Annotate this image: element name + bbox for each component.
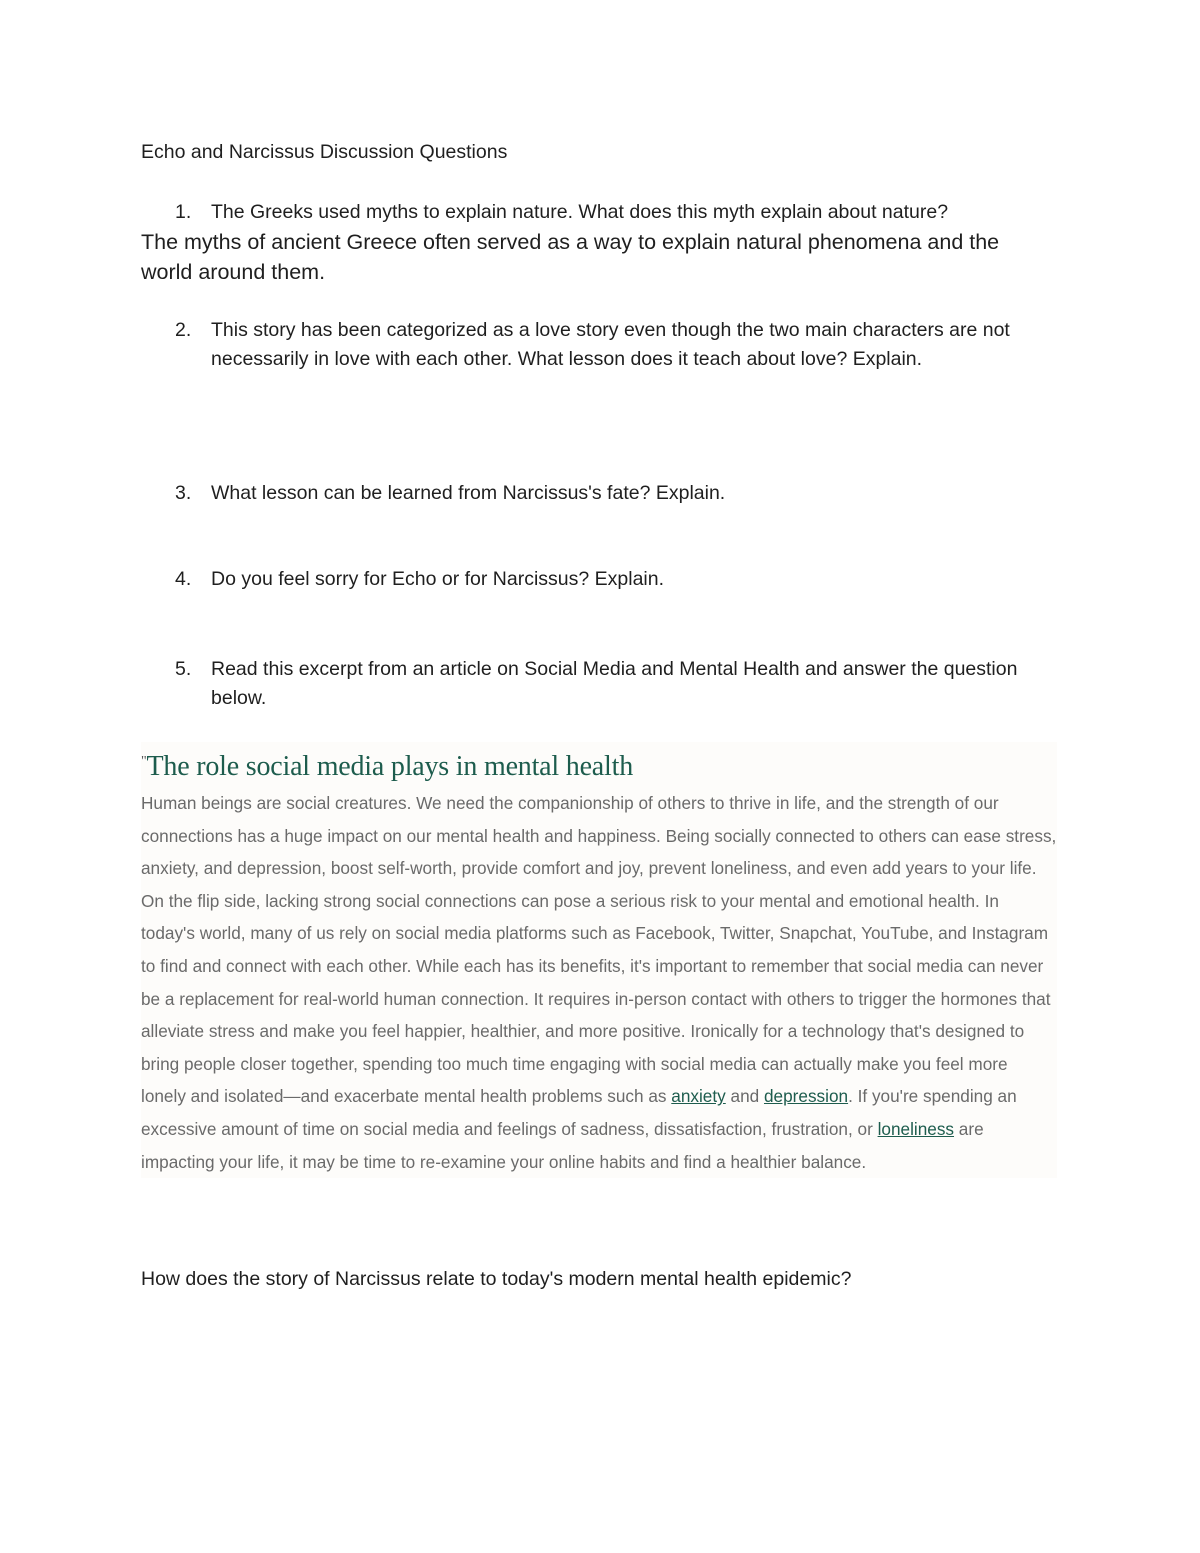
excerpt-text-part-1: Human beings are social creatures. We need the companionship of others to thrive in life, and the strength of our connections has a huge impact on our mental health and happiness. Being socially connected to others can ease stress, anxiety, and depression, boost self-worth, provide comfort and joy, prevent loneliness, and even add years to your life. On the flip side, lacking strong social connections can pose a serious risk to your mental and emotional health. In today's world, many of us rely on social media platforms such as Facebook, Twitter, Snapchat, YouTube, and Instagram to find and connect with each other. While each has its benefits, it's important to remember that social media can never be a replacement for real-world human connection. It requires in-person contact with others to trigger the hormones that alleviate stress and make you feel happier, healthier, and more positive. Ironically for a technology that's designed to bring people closer together, spending too much time engaging with social media can actually make you feel more lonely and isolated—and exacerbate mental health problems such as: [141, 793, 1057, 1107]
question-3: [175, 479, 1035, 508]
question-text: What lesson can be learned from Narcissus's fate? Explain.: [211, 482, 726, 504]
excerpt-text-part-2: and: [725, 1086, 764, 1107]
question-number: 5.: [175, 658, 192, 680]
question-4: [175, 565, 1035, 594]
final-question: How does the story of Narcissus relate to today's modern mental health epidemic?: [141, 1268, 852, 1290]
anxiety-link[interactable]: anxiety: [671, 1086, 726, 1107]
depression-link[interactable]: depression: [763, 1086, 849, 1107]
question-number: 1.: [175, 201, 192, 223]
answer-1: The myths of ancient Greece often served as a way to explain natural phenomena and the world around them.: [141, 230, 1000, 284]
excerpt-text-part-4: are impacting your life, it may be time to re-examine your online habits and find a healthier balance.: [141, 1118, 984, 1172]
open-quote-mark: ": [141, 754, 147, 769]
question-text: The Greeks used myths to explain nature. What does this myth explain about nature?: [211, 201, 949, 223]
question-text: This story has been categorized as a love story even though the two main characters are not necessarily in love with each other. What lesson does it teach about love? Explain.: [211, 319, 1010, 370]
loneliness-link[interactable]: loneliness: [877, 1118, 955, 1139]
excerpt-heading-text: The role social media plays in mental health: [146, 751, 633, 782]
question-text: Read this excerpt from an article on Social Media and Mental Health and answer the question below.: [211, 658, 1018, 709]
question-2: [175, 316, 1035, 373]
question-number: 3.: [175, 482, 192, 504]
question-5: [175, 655, 1035, 712]
question-1: [175, 198, 1035, 227]
document-title: Echo and Narcissus Discussion Questions: [141, 141, 508, 163]
article-excerpt: [141, 742, 1057, 1178]
excerpt-body: [141, 787, 1057, 1178]
excerpt-heading: [141, 742, 1057, 787]
question-text: Do you feel sorry for Echo or for Narcissus? Explain.: [211, 568, 665, 590]
excerpt-text-part-3: . If you're spending an excessive amount of time on social media and feelings of sadness, dissatisfaction, frustration, or: [141, 1086, 1017, 1139]
question-number: 2.: [175, 319, 192, 341]
question-number: 4.: [175, 568, 192, 590]
